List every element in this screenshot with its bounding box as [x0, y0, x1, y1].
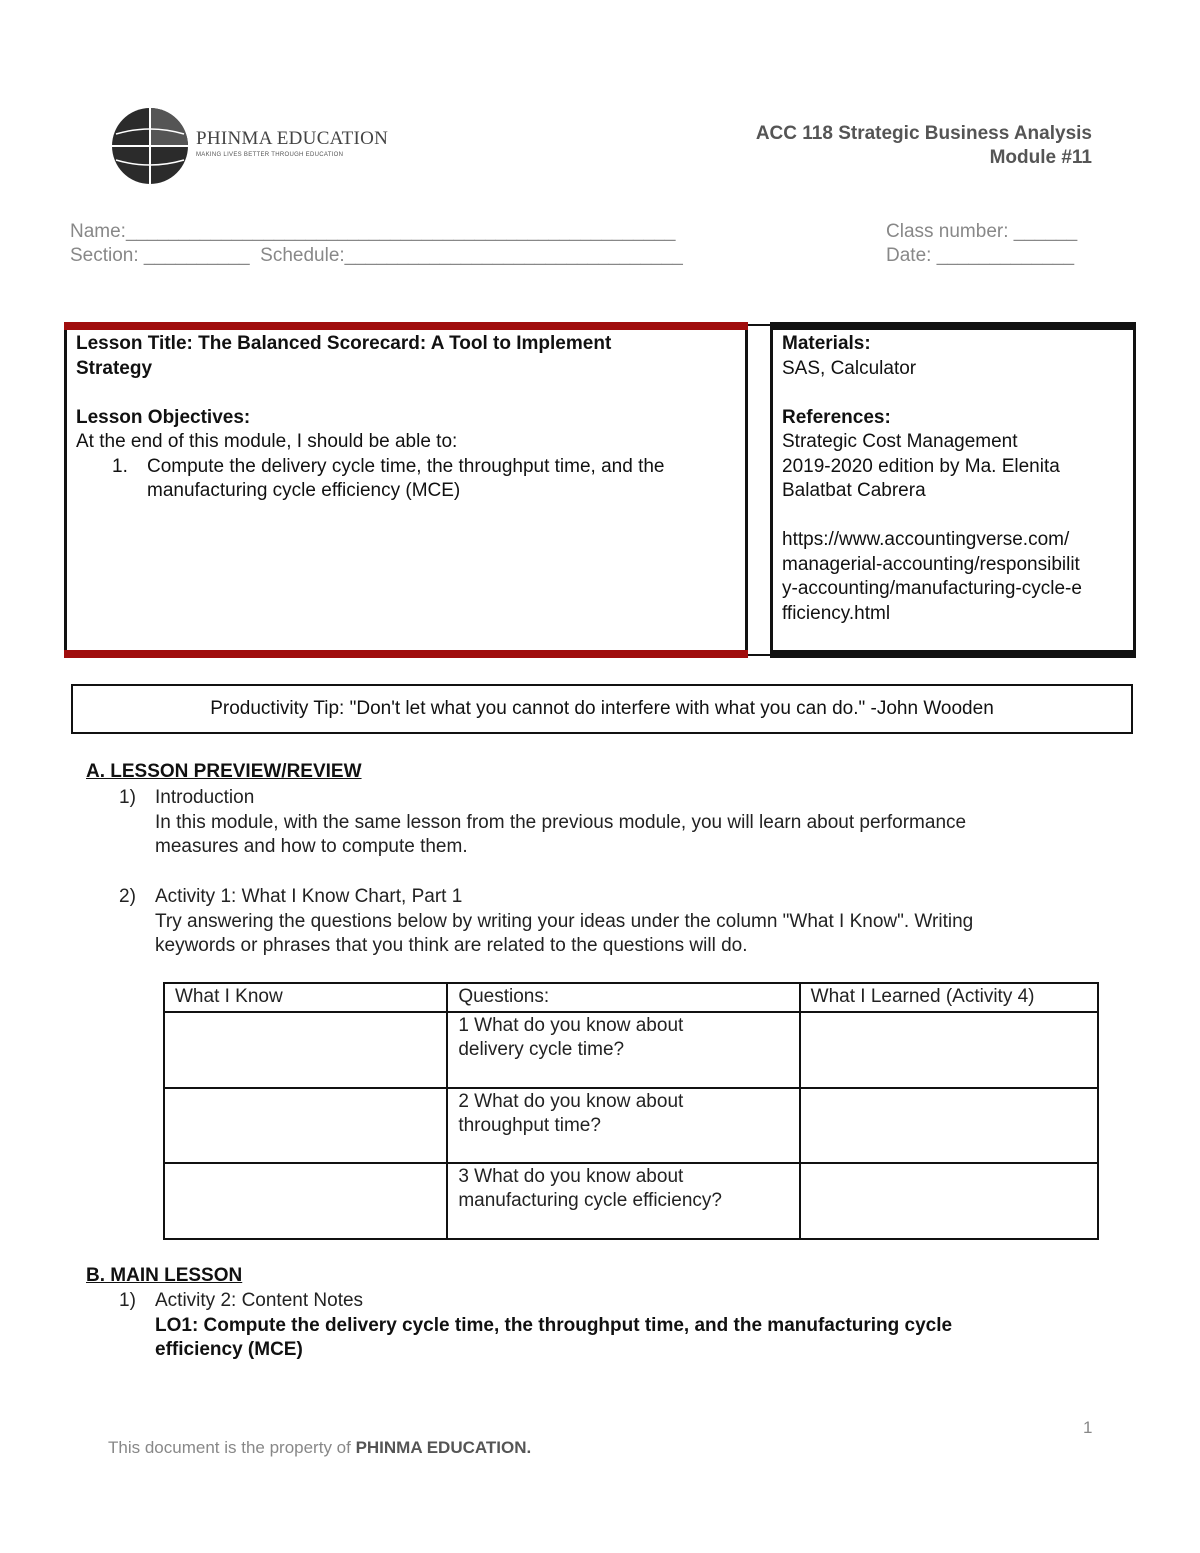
materials-list: SAS, Calculator [782, 357, 917, 379]
section-b-item1 [155, 1289, 1115, 1363]
course-title: ACC 118 Strategic Business Analysis [755, 123, 1092, 144]
reference-book-line2: 2019-2020 edition by Ma. Elenita [782, 455, 1060, 477]
footer-prefix: This document is the property of [108, 1438, 356, 1457]
table-row [164, 1088, 1098, 1163]
reference-url-line2[interactable]: managerial-accounting/responsibilit [782, 553, 1080, 575]
question-cell [447, 1163, 799, 1239]
table-row [164, 1163, 1098, 1239]
section-a-item1-num: 1) [119, 787, 136, 808]
section-a-item2 [155, 885, 1115, 959]
materials-box-bottom-bar [770, 650, 1136, 658]
learning-objective: LO1: Compute the delivery cycle time, the throughput time, and the manufacturing cycle [155, 1314, 953, 1336]
table-row [164, 1012, 1098, 1088]
box-connector-bottom [748, 654, 770, 656]
lesson-title: Lesson Title: The Balanced Scorecard: A Tool to Implement [76, 333, 612, 354]
question-text-cont: throughput time? [458, 1115, 601, 1136]
what-i-know-answer-cell[interactable] [164, 1088, 447, 1163]
question-text: 3 What do you know about [458, 1165, 684, 1187]
reference-book-line1: Strategic Cost Management [782, 431, 1018, 452]
what-i-learned-answer-cell[interactable] [800, 1012, 1098, 1088]
class-number-field[interactable]: Class number: ______ [886, 221, 1078, 242]
phinma-logo-icon [108, 104, 192, 188]
references-heading: References: [782, 406, 891, 428]
logo-tagline: MAKING LIVES BETTER THROUGH EDUCATION [196, 152, 344, 158]
footer-owner: PHINMA EDUCATION. [355, 1438, 532, 1457]
logo-wordmark: PHINMA EDUCATION [196, 128, 389, 149]
objectives-intro: At the end of this module, I should be able to: [76, 431, 458, 452]
productivity-tip: Productivity Tip: "Don't let what you cannot do interfere with what you can do." -John Wooden [71, 684, 1133, 734]
header-what-i-know: What I Know [164, 983, 447, 1012]
name-field[interactable]: Name:____________________________________________________ [70, 221, 676, 242]
question-text-cont: delivery cycle time? [458, 1039, 625, 1060]
learning-objective-cont: efficiency (MCE) [155, 1339, 303, 1360]
lesson-box-top-bar [64, 322, 748, 330]
introduction-text: In this module, with the same lesson from the previous module, you will learn about performance [155, 811, 967, 833]
activity2-title: Activity 2: Content Notes [155, 1290, 364, 1311]
what-i-learned-answer-cell[interactable] [800, 1088, 1098, 1163]
objective-text: Compute the delivery cycle time, the throughput time, and the [147, 455, 665, 477]
header-what-i-learned: What I Learned (Activity 4) [800, 983, 1098, 1012]
header-questions: Questions: [447, 983, 799, 1012]
objective-number: 1. [112, 455, 128, 477]
table-header-row [164, 983, 1098, 1012]
introduction-text-cont: measures and how to compute them. [155, 836, 468, 857]
module-number: Module #11 [989, 147, 1092, 168]
date-field[interactable]: Date: _____________ [886, 245, 1075, 266]
section-a-heading: A. LESSON PREVIEW/REVIEW [86, 761, 362, 782]
question-cell [447, 1012, 799, 1088]
section-b-item1-num: 1) [119, 1290, 136, 1311]
objective-item [76, 455, 736, 504]
objective-text-cont: manufacturing cycle efficiency (MCE) [147, 480, 461, 501]
activity1-title: Activity 1: What I Know Chart, Part 1 [155, 886, 463, 907]
section-schedule-field[interactable]: Section: __________ Schedule:________________________________ [70, 245, 683, 266]
page-number: 1 [1083, 1418, 1093, 1437]
what-i-know-table [163, 982, 1099, 1240]
lesson-title-cont: Strategy [76, 357, 153, 379]
course-header [756, 122, 1092, 170]
section-a-item1 [155, 786, 1115, 860]
reference-book-line3: Balatbat Cabrera [782, 480, 926, 501]
introduction-title: Introduction [155, 787, 255, 808]
reference-url-line4[interactable]: fficiency.html [782, 602, 891, 624]
lesson-box-bottom-bar [64, 650, 748, 658]
section-a-item2-num: 2) [119, 886, 136, 907]
section-b-heading: B. MAIN LESSON [86, 1265, 243, 1286]
materials-heading: Materials: [782, 333, 871, 354]
question-text: 1 What do you know about [458, 1014, 684, 1036]
reference-url-line3[interactable]: y-accounting/manufacturing-cycle-e [782, 578, 1082, 599]
footer-ownership [108, 1438, 531, 1458]
box-connector-top [748, 324, 770, 326]
materials-box [770, 322, 1136, 658]
reference-url-line1[interactable]: https://www.accountingverse.com/ [782, 529, 1070, 550]
what-i-know-answer-cell[interactable] [164, 1163, 447, 1239]
question-text-cont: manufacturing cycle efficiency? [458, 1190, 722, 1211]
what-i-learned-answer-cell[interactable] [800, 1163, 1098, 1239]
objectives-heading: Lesson Objectives: [76, 406, 251, 428]
activity1-instructions: Try answering the questions below by writing your ideas under the column "What I Know". Writing [155, 910, 974, 932]
materials-box-top-bar [770, 322, 1136, 330]
question-cell [447, 1088, 799, 1163]
lesson-info-box [64, 322, 748, 658]
what-i-know-answer-cell[interactable] [164, 1012, 447, 1088]
activity1-instructions-cont: keywords or phrases that you think are related to the questions will do. [155, 935, 748, 956]
question-text: 2 What do you know about [458, 1090, 684, 1112]
